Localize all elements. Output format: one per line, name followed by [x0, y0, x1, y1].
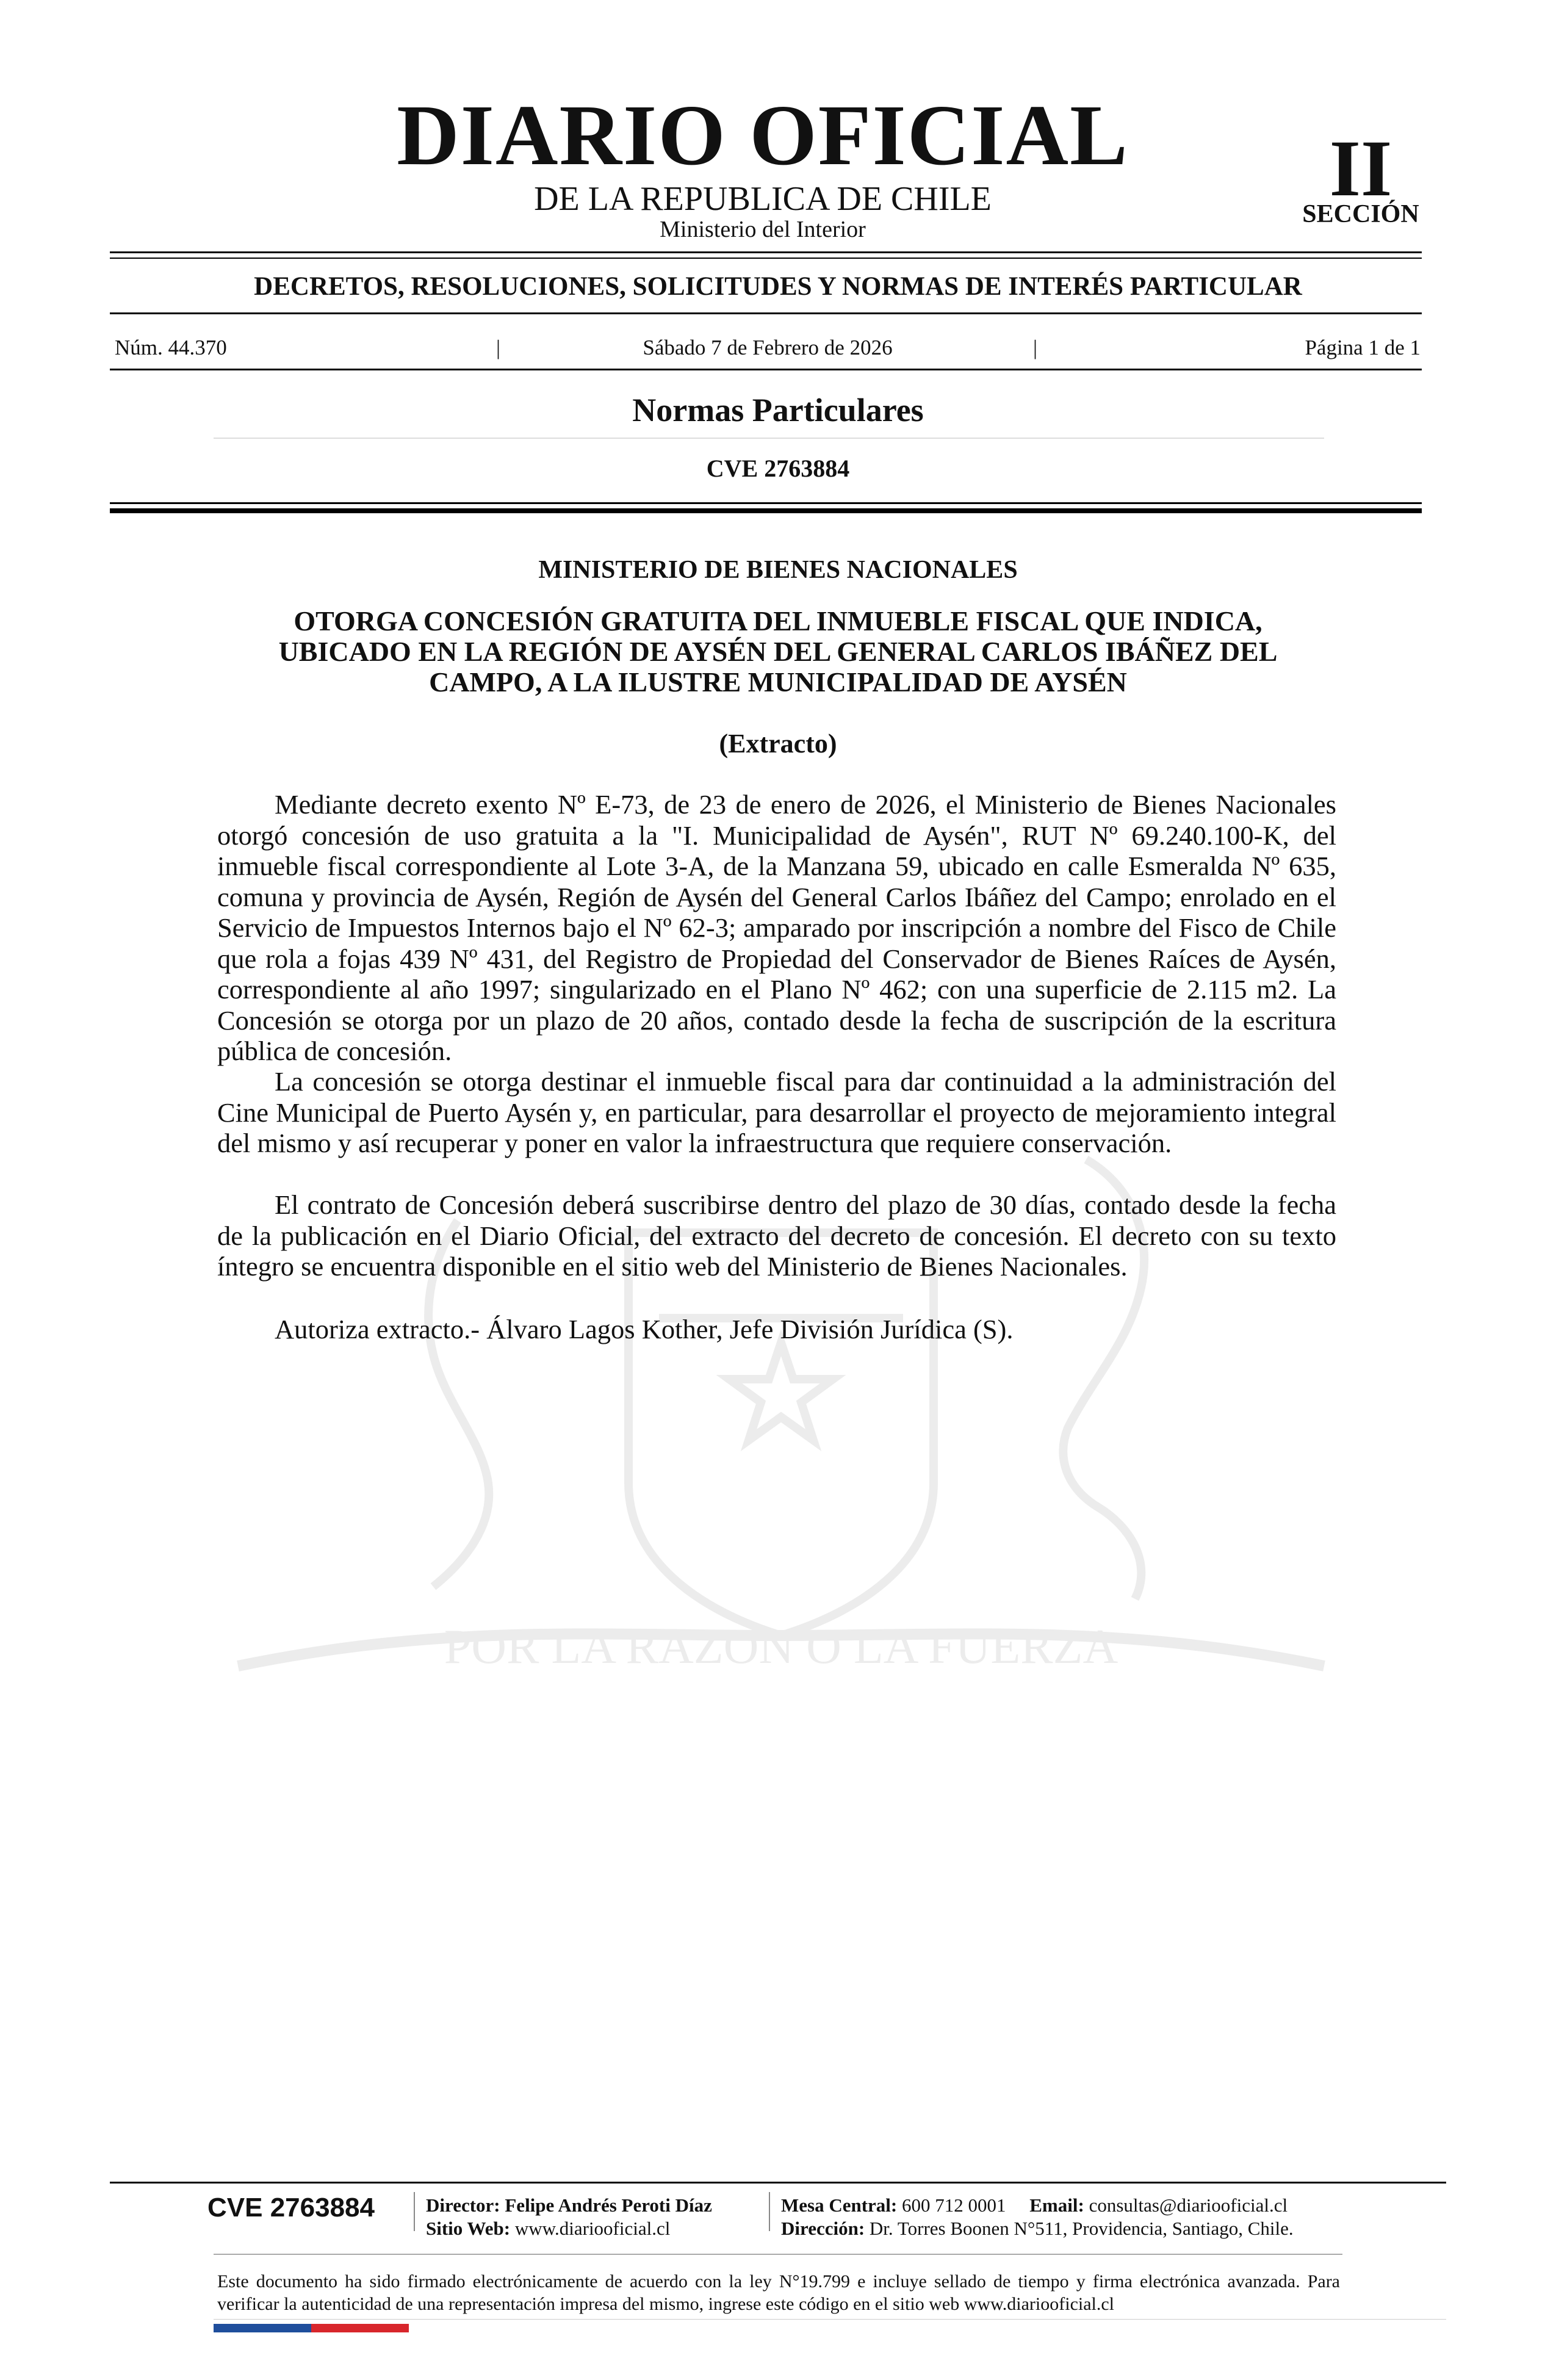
- email-link[interactable]: consultas@diariooficial.cl: [1089, 2194, 1288, 2216]
- footer-phone-email: [781, 2196, 1288, 2215]
- body-paragraph: [217, 789, 1336, 1067]
- document-title-line: OTORGA CONCESIÓN GRATUITA DEL INMUEBLE FISCAL QUE INDICA,: [294, 605, 1262, 636]
- coat-of-arms-watermark: [201, 1086, 1361, 1727]
- footer-website: [426, 2219, 670, 2238]
- document-title: [183, 606, 1373, 698]
- paragraph-text: Mediante decreto exento Nº E-73, de 23 de enero de 2026, el Ministerio de Bienes Nacionales otorgó concesión de uso gratuita a la "I. Municipalidad de Aysén", RUT Nº 69.240.100-K, del inmueble fiscal correspondiente al Lote 3-A, de la Manzana 59, ubicado en calle Esmeralda Nº 635, comuna y provincia de Aysén, Región de Aysén del General Carlos Ibáñez del Campo; enrolado en el Servicio de Impuestos Internos bajo el Nº 62-3; amparado por inscripción a nombre del Fisco de Chile que rola a fojas 439 Nº 431, del Registro de Propiedad del Conservador de Bienes Raíces de Aysén, correspondiente al año 1997; singularizado en el Plano Nº 462; con una superficie de 2.115 m2. La Concesión se otorga por un plazo de 20 años, contado desde la fecha de suscripción de la escritura pública de concesión.: [217, 789, 1336, 1066]
- info-separator: |: [496, 336, 501, 359]
- footer-signature-notice: Este documento ha sido firmado electrónicamente de acuerdo con la ley N°19.799 e incluye sellado de tiempo y firma electrónica avanzada. Para verificar la autenticidad de una representación impresa del mismo, ingrese este código en el sitio web www.diariooficial.cl: [217, 2271, 1340, 2314]
- director-label: Director:: [426, 2194, 500, 2216]
- page-count: Página 1 de 1: [1305, 336, 1421, 359]
- masthead-divider-top: [110, 251, 1422, 253]
- flag-stripe-red: [311, 2324, 409, 2332]
- masthead-title: DIARIO OFICIAL: [397, 87, 1129, 183]
- section-number: II: [1329, 123, 1392, 213]
- issue-number: Núm. 44.370: [115, 336, 227, 359]
- document-title-line: UBICADO EN LA REGIÓN DE AYSÉN DEL GENERAL CARLOS IBÁÑEZ DEL: [278, 636, 1278, 667]
- section-label: SECCIÓN: [1302, 200, 1419, 228]
- director-value: Felipe Andrés Peroti Díaz: [505, 2194, 712, 2216]
- masthead-divider-second: [110, 258, 1422, 259]
- issue-info-row: [115, 336, 1421, 360]
- section-title-underline: [214, 438, 1324, 439]
- phone-label: Mesa Central:: [781, 2194, 898, 2216]
- paragraph-text: La concesión se otorga destinar el inmueble fiscal para dar continuidad a la administración del Cine Municipal de Puerto Aysén y, en particular, para desarrollar el proyecto de mejoramiento integral del mismo y así recuperar y poner en valor la infraestructura que requiere conservación.: [217, 1066, 1336, 1158]
- paragraph-text: El contrato de Concesión deberá suscribirse dentro del plazo de 30 días, contado desde la fecha de la publicación en el Diario Oficial, del extracto del decreto de concesión. El decreto con su texto íntegro se encuentra disponible en el sitio web del Ministerio de Bienes Nacionales.: [217, 1189, 1336, 1282]
- footer-separator: [414, 2192, 415, 2231]
- footer-director: [426, 2196, 712, 2215]
- extract-label: (Extracto): [719, 729, 837, 759]
- signature-line: [217, 1314, 1336, 1345]
- header-divider-thin: [110, 502, 1422, 504]
- cve-code: CVE 2763884: [706, 455, 850, 482]
- publication-banner: DECRETOS, RESOLUCIONES, SOLICITUDES Y NORMAS DE INTERÉS PARTICULAR: [254, 272, 1302, 301]
- body-paragraph: [217, 1066, 1336, 1159]
- watermark-motto: POR LA RAZON O LA FUERZA: [444, 1620, 1118, 1674]
- website-label: Sitio Web:: [426, 2218, 511, 2239]
- flag-stripe-blue: [214, 2324, 311, 2332]
- issue-date: Sábado 7 de Febrero de 2026: [643, 336, 893, 359]
- footer-separator: [769, 2192, 770, 2231]
- footer-divider-inner: [214, 2254, 1342, 2255]
- header-divider-thick: [110, 508, 1422, 513]
- body-paragraph: [217, 1189, 1336, 1282]
- phone-value: 600 712 0001: [902, 2194, 1006, 2216]
- section-title: Normas Particulares: [632, 392, 924, 428]
- shield-outline: [629, 1233, 934, 1635]
- paragraph-text: Autoriza extracto.- Álvaro Lagos Kother, Jefe División Jurídica (S).: [275, 1314, 1014, 1344]
- info-separator: |: [1033, 336, 1038, 359]
- footer-cve-code: CVE 2763884: [207, 2193, 375, 2223]
- info-row-divider: [110, 369, 1422, 370]
- footer-address: [781, 2219, 1294, 2238]
- address-label: Dirección:: [781, 2218, 865, 2239]
- banner-divider: [110, 312, 1422, 314]
- address-value: Dr. Torres Boonen N°511, Providencia, Santiago, Chile.: [869, 2218, 1294, 2239]
- email-label: Email:: [1029, 2194, 1084, 2216]
- website-link[interactable]: www.diariooficial.cl: [514, 2218, 671, 2239]
- footer-divider-bottom: [214, 2319, 1446, 2320]
- document-title-line: CAMPO, A LA ILUSTRE MUNICIPALIDAD DE AYSÉN: [429, 666, 1127, 698]
- footer-divider-top: [110, 2182, 1446, 2183]
- masthead-ministry: Ministerio del Interior: [660, 217, 866, 242]
- masthead-subtitle: DE LA REPUBLICA DE CHILE: [534, 180, 992, 218]
- ministry-heading: MINISTERIO DE BIENES NACIONALES: [538, 556, 1018, 584]
